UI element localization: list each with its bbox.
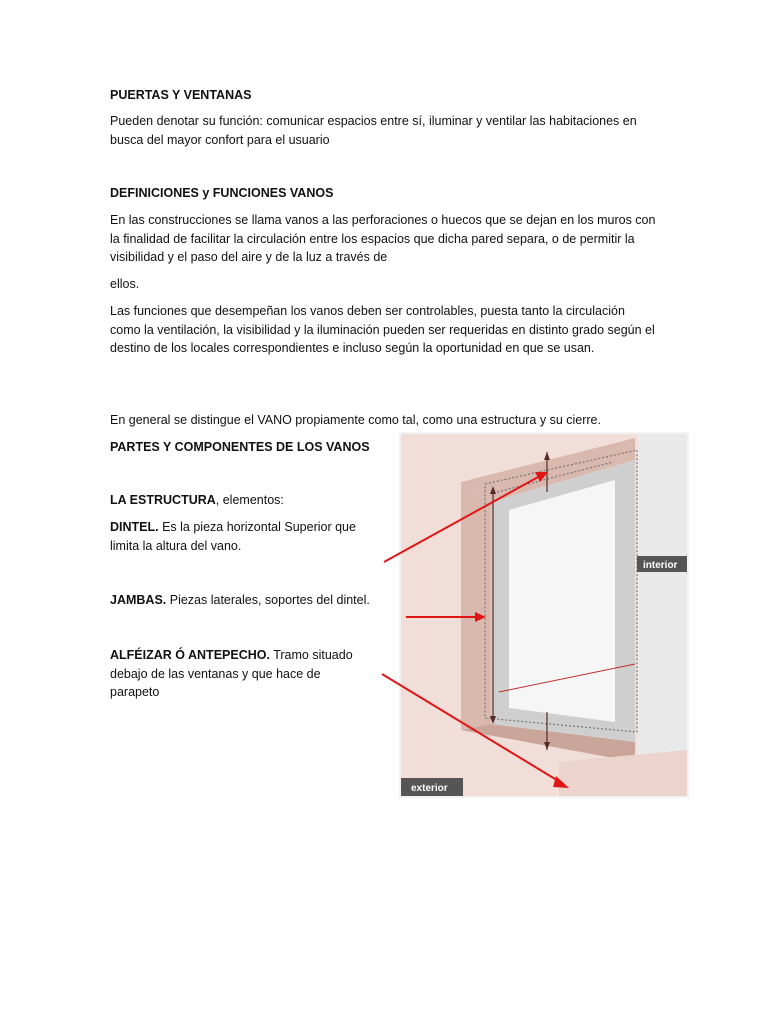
- page-title: PUERTAS Y VENTANAS: [110, 88, 252, 102]
- general-paragraph: En general se distingue el VANO propiamente como tal, como una estructura y su cierre.: [110, 413, 601, 427]
- alfeizar-text: Tramo situado debajo de las ventanas y que hace de parapeto: [110, 648, 353, 699]
- section-heading-definiciones: DEFINICIONES y FUNCIONES VANOS: [110, 186, 334, 200]
- estructura-line: [110, 491, 284, 510]
- functions-paragraph: Las funciones que desempeñan los vanos deben ser controlables, puesta tanto la circulación como la ventilación, la visibilidad y la iluminación pueden ser requeridas en distinto grado según el destino de los locales correspondientes e incluso según la oportunidad en que se usan.: [110, 304, 655, 355]
- estructura-text: , elementos:: [215, 493, 284, 507]
- window-glass: [509, 480, 615, 722]
- estructura-term: LA ESTRUCTURA: [110, 493, 216, 507]
- section-heading-partes: PARTES Y COMPONENTES DE LOS VANOS: [110, 440, 370, 454]
- jambas-term: JAMBAS.: [110, 593, 167, 607]
- jambas-text: Piezas laterales, soportes del dintel.: [166, 593, 370, 607]
- window-illustration: [399, 432, 689, 798]
- definition-paragraph: En las construcciones se llama vanos a las perforaciones o huecos que se dejan en los muros con la finalidad de facilitar la circulación entre los espacios que dicha pared separa, o de permitir la visibilidad y el paso del aire y de la luz a través de: [110, 213, 656, 264]
- intro-paragraph: Pueden denotar su función: comunicar espacios entre sí, iluminar y ventilar las habitaciones en busca del mayor confort para el usuario: [110, 114, 637, 147]
- interior-label: interior: [643, 560, 678, 571]
- definition-paragraph-continued: ellos.: [110, 277, 140, 291]
- alfeizar-definition: [110, 646, 356, 702]
- exterior-label: exterior: [411, 783, 448, 794]
- window-diagram: [399, 432, 689, 798]
- left-jamb-depth: [461, 482, 491, 730]
- alfeizar-term: ALFÉIZAR Ó ANTEPECHO.: [110, 648, 270, 662]
- dintel-text: Es la pieza horizontal Superior que limita la altura del vano.: [110, 520, 356, 553]
- dintel-term: DINTEL.: [110, 520, 159, 534]
- jambas-definition: [110, 591, 372, 610]
- dintel-definition: [110, 518, 372, 555]
- interior-wall-panel: [637, 434, 687, 796]
